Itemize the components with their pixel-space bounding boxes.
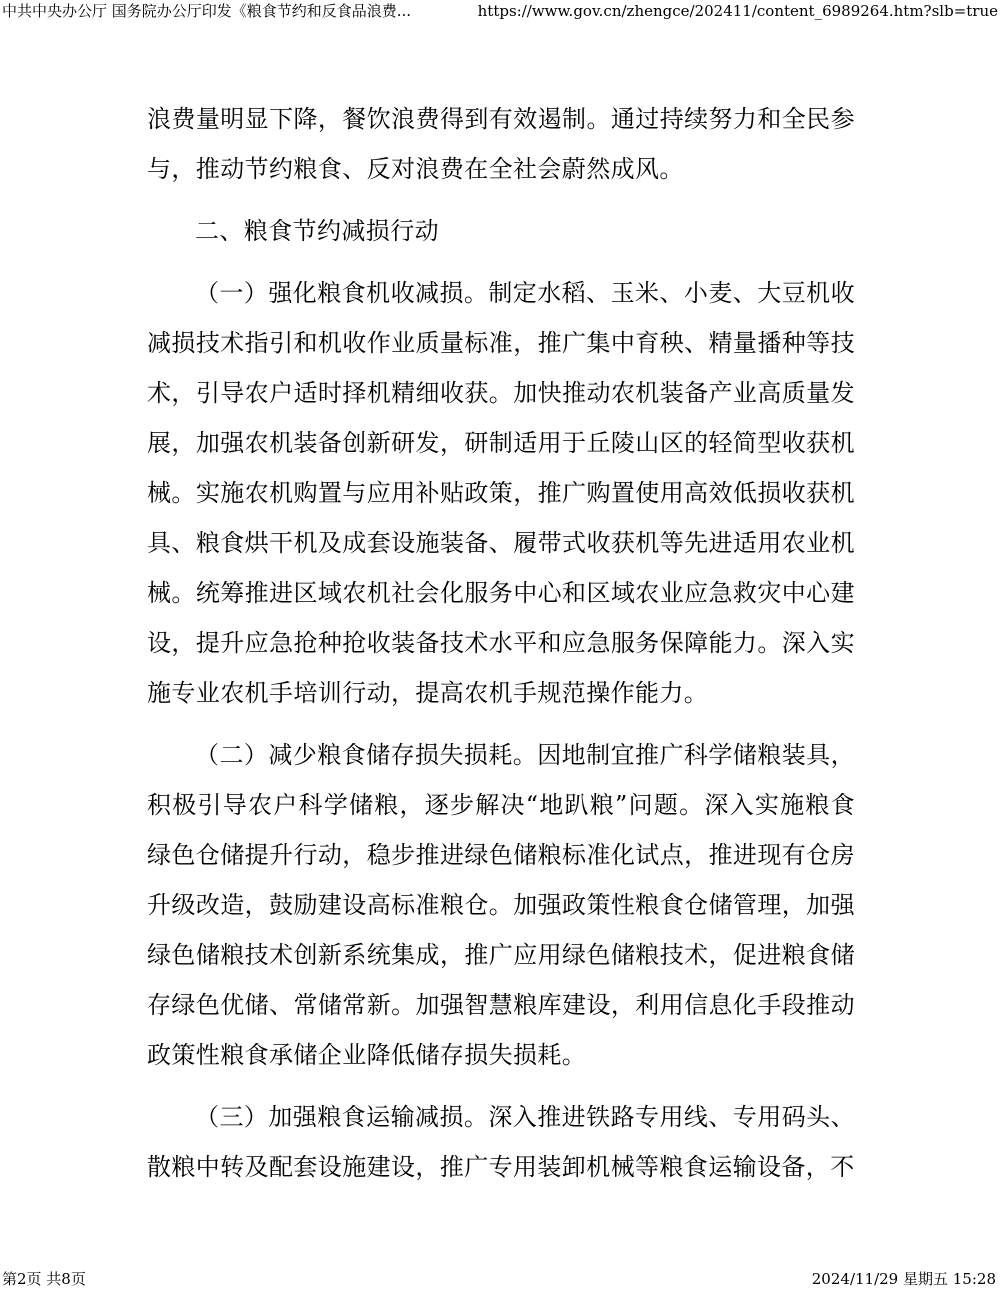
header-title: 中共中央办公厅 国务院办公厅印发《粮食节约和反食品浪费... [2, 2, 412, 20]
print-datetime: 2024/11/29 星期五 15:28 [811, 1270, 996, 1288]
page-number: 第2页 共8页 [2, 1270, 86, 1288]
header-url: https://www.gov.cn/zhengce/202411/content_6989264.htm?slb=true [477, 2, 998, 20]
print-footer [0, 1270, 1000, 1290]
paragraph-section-2: （二）减少粮食储存损失损耗。因地制宜推广科学储粮装具，积极引导农户科学储粮，逐步解决“地趴粮”问题。深入实施粮食绿色仓储提升行动，稳步推进绿色储粮标准化试点，推进现有仓房升级改造，鼓励建设高标准粮仓。加强政策性粮食仓储管理，加强绿色储粮技术创新系统集成，推广应用绿色储粮技术，促进粮食储存绿色优储、常储常新。加强智慧粮库建设，利用信息化手段推动政策性粮食承储企业降低储存损失损耗。 [147, 741, 855, 1069]
section-heading: 二、粮食节约减损行动 [195, 217, 439, 245]
document-body [147, 94, 855, 1192]
paragraph-intro-continued: 浪费量明显下降，餐饮浪费得到有效遏制。通过持续努力和全民参与，推动节约粮食、反对浪费在全社会蔚然成风。 [147, 105, 855, 183]
print-header [0, 2, 1000, 24]
paragraph-section-3: （三）加强粮食运输减损。深入推进铁路专用线、专用码头、散粮中转及配套设施建设，推广专用装卸机械等粮食运输设备，不 [147, 1103, 855, 1181]
paragraph-section-1: （一）强化粮食机收减损。制定水稻、玉米、小麦、大豆机收减损技术指引和机收作业质量标准，推广集中育秧、精量播种等技术，引导农户适时择机精细收获。加快推动农机装备产业高质量发展，加强农机装备创新研发，研制适用于丘陵山区的轻简型收获机械。实施农机购置与应用补贴政策，推广购置使用高效低损收获机具、粮食烘干机及成套设施装备、履带式收获机等先进适用农业机械。统筹推进区域农机社会化服务中心和区域农业应急救灾中心建设，提升应急抢种抢收装备技术水平和应急服务保障能力。深入实施专业农机手培训行动，提高农机手规范操作能力。 [147, 279, 855, 707]
